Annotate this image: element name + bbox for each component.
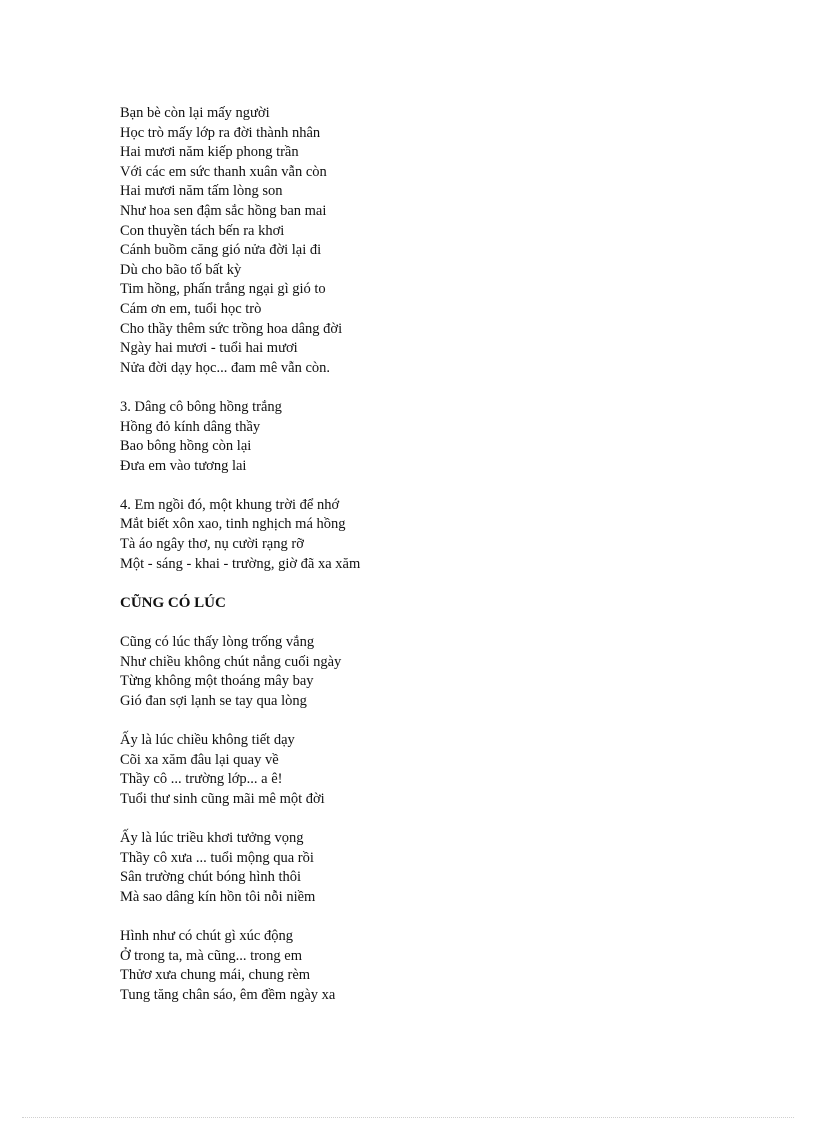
poem-line: Học trò mấy lớp ra đời thành nhân	[120, 124, 321, 141]
poem-line: Cũng có lúc thấy lòng trống vắng	[120, 634, 315, 651]
poem-line: Mà sao dâng kín hồn tôi nỗi niềm	[120, 888, 316, 905]
poem-line: Thửơ xưa chung mái, chung rèm	[120, 967, 311, 984]
poem-line: Tà áo ngây thơ, nụ cười rạng rỡ	[120, 536, 304, 553]
poem-line: Tim hồng, phấn trắng ngại gì gió to	[120, 281, 326, 298]
stanza	[120, 731, 760, 809]
poem-line: Hồng đỏ kính dâng thầy	[120, 418, 261, 435]
stanza	[120, 398, 760, 476]
poem-line: 4. Em ngồi đó, một khung trời để nhớ	[120, 496, 340, 513]
poem-line: Từng không một thoáng mây bay	[120, 673, 314, 690]
poem-line: Ngày hai mươi - tuổi hai mươi	[120, 340, 298, 357]
poem-line: Tung tăng chân sáo, êm đềm ngày xa	[120, 986, 336, 1003]
poem-line: Cõi xa xăm đâu lại quay về	[120, 751, 279, 768]
poem-line: Hai mươi năm kiếp phong trần	[120, 144, 299, 161]
poem-line: Con thuyền tách bến ra khơi	[120, 222, 285, 239]
poem-line: Thầy cô ... trường lớp... a ê!	[120, 771, 283, 788]
stanza	[120, 829, 760, 907]
poem-line: Cám ơn em, tuổi học trò	[120, 300, 262, 317]
poem-line: Thầy cô xưa ... tuổi mộng qua rồi	[120, 849, 314, 866]
document-page	[120, 104, 760, 1005]
stanza	[120, 496, 760, 574]
poem-line: Một - sáng - khai - trường, giờ đã xa xăm	[120, 555, 361, 572]
poem-line: Ở trong ta, mà cũng... trong em	[120, 947, 303, 964]
poem-part-1	[120, 104, 760, 574]
stanza	[120, 633, 760, 711]
page-bottom-rule	[22, 1117, 794, 1118]
poem-line: Sân trường chút bóng hình thôi	[120, 869, 302, 886]
poem-line: Ấy là lúc triều khơi tưởng vọng	[120, 829, 304, 846]
poem-line: Gió đan sợi lạnh se tay qua lòng	[120, 692, 307, 709]
poem-line: Cánh buồm căng gió nửa đời lại đi	[120, 242, 322, 259]
poem-line: Mắt biết xôn xao, tinh nghịch má hồng	[120, 516, 346, 533]
poem-line: Đưa em vào tương lai	[120, 457, 247, 474]
stanza	[120, 104, 760, 378]
poem-line: Bạn bè còn lại mấy người	[120, 105, 270, 121]
poem-line: 3. Dâng cô bông hồng trắng	[120, 398, 282, 415]
poem-line: Cho thầy thêm sức trồng hoa dâng đời	[120, 320, 343, 337]
poem-title: CŨNG CÓ LÚC	[120, 594, 226, 611]
poem-line: Dù cho bão tố bất kỳ	[120, 261, 242, 278]
poem-part-2	[120, 633, 760, 1005]
poem-line: Ấy là lúc chiều không tiết dạy	[120, 732, 295, 748]
poem-line: Với các em sức thanh xuân vẫn còn	[120, 163, 327, 180]
poem-line: Nửa đời dạy học... đam mê vẫn còn.	[120, 359, 331, 376]
poem-line: Bao bông hồng còn lại	[120, 438, 252, 455]
stanza	[120, 927, 760, 1005]
poem-line: Như chiều không chút nắng cuối ngày	[120, 653, 342, 670]
poem-line: Như hoa sen đậm sắc hồng ban mai	[120, 202, 327, 219]
poem-line: Tuổi thư sinh cũng mãi mê một đời	[120, 790, 325, 807]
poem-line: Hình như có chút gì xúc động	[120, 927, 293, 944]
poem-line: Hai mươi năm tấm lòng son	[120, 183, 283, 200]
